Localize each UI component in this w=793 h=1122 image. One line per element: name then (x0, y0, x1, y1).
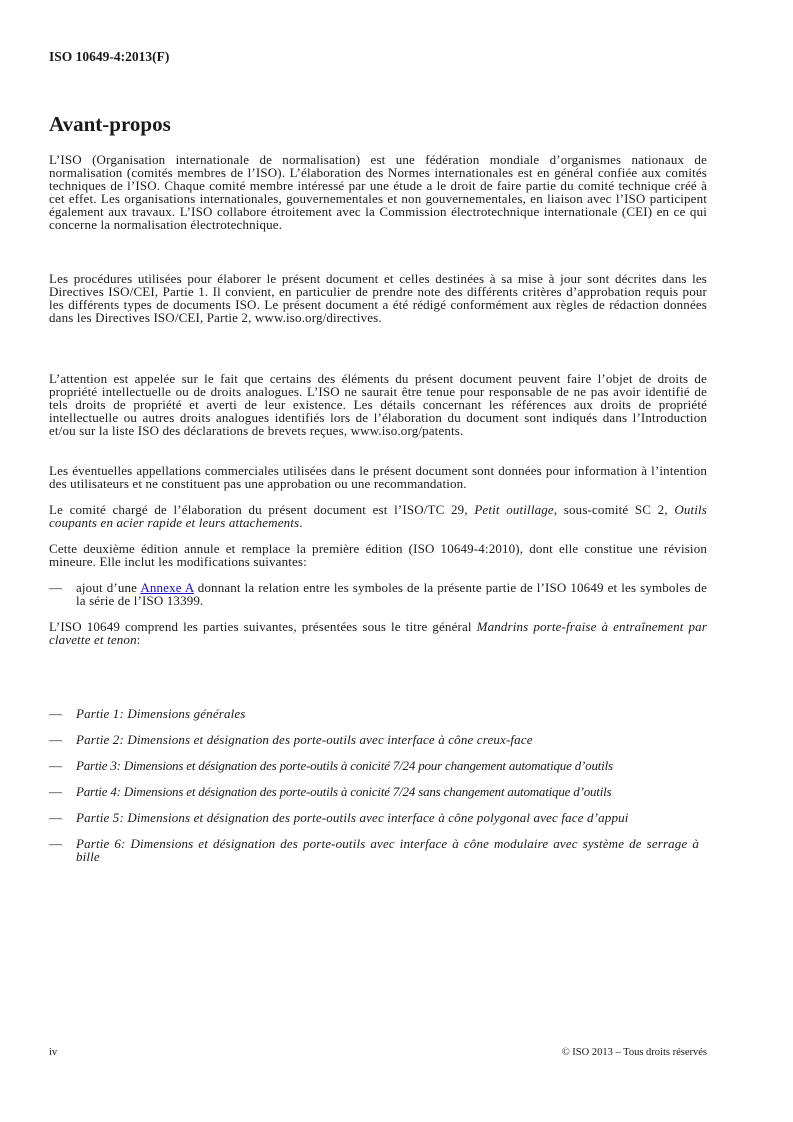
text: L’ISO 10649 comprend les parties suivantes, présentées sous le titre général (49, 619, 477, 634)
page-title: Avant-propos (49, 112, 171, 136)
dash: — (49, 580, 63, 595)
dash: — (49, 758, 63, 773)
copyright: © ISO 2013 – Tous droits réservés (561, 1047, 707, 1058)
paragraph-committee (49, 503, 707, 529)
text: Le comité chargé de l’élaboration du présent document est l’ISO/TC 29, (49, 502, 475, 517)
part-title: Partie 1: Dimensions générales (76, 706, 246, 721)
paragraph-procedures: Les procédures utilisées pour élaborer le présent document et celles destinées à sa mise à jour sont décrites dans les Directives ISO/CEI, Partie 1. Il convient, en particulier de prendre note des différents critères d’approbation requis pour les différents types de documents ISO. Le présent document a été rédigé conformément aux règles de rédaction données dans les Directives ISO/CEI, Partie 2, www.iso.org/directives. (49, 271, 707, 326)
text: ajout d’une (76, 580, 141, 595)
annex-a-link[interactable]: Annexe A (140, 580, 194, 595)
dash: — (49, 810, 63, 825)
subcommittee-name: Outils coupants en acier rapide et leurs attachements (49, 502, 708, 531)
page-number: iv (49, 1047, 58, 1058)
text: . (299, 515, 303, 531)
text: donnant la relation entre les symboles de la présente partie de l’ISO 10649 et les symboles de la série de l’ISO 13399. (76, 580, 707, 609)
list-item-part (49, 837, 707, 863)
general-title: Mandrins porte-fraise à entraînement par clavette et tenon (49, 619, 707, 648)
list-item-part (49, 759, 707, 772)
paragraph-parts-intro (49, 620, 707, 646)
text: , sous-comité SC 2, (553, 502, 675, 517)
part-title: Partie 6: Dimensions et désignation des porte-outils avec interface à cône modulaire avec système de serrage à bille (76, 836, 699, 865)
dash: — (49, 706, 63, 721)
dash: — (49, 784, 63, 799)
list-item-change (49, 581, 707, 607)
part-title: Partie 3: Dimensions et désignation des porte-outils à conicité 7/24 pour changement automatique d’outils (76, 758, 613, 773)
text: : (136, 632, 141, 648)
list-item-text (76, 581, 707, 607)
part-title: Partie 4: Dimensions et désignation des porte-outils à conicité 7/24 sans changement automatique d’outils (76, 784, 612, 799)
list-item-part (49, 811, 707, 824)
paragraph-patents: L’attention est appelée sur le fait que certains des éléments du présent document peuvent faire l’objet de droits de propriété intellectuelle ou de droits analogues. L’ISO ne saurait être tenue pour responsable de ne pas avoir identifié de tels droits de propriété et averti de leur existence. Les détails concernant les références aux droits de propriété intellectuelle ou autres droits analogues identifiés lors de l’élaboration du document sont indiqués dans l’Introduction et/ou sur la liste ISO des déclarations de brevets reçues, www.iso.org/patents. (49, 371, 707, 439)
list-item-part (49, 707, 707, 720)
document-id: ISO 10649-4:2013(F) (49, 49, 170, 64)
paragraph-edition: Cette deuxième édition annule et remplace la première édition (ISO 10649-4:2010), dont elle constitue une révision mineure. Elle inclut les modifications suivantes: (49, 541, 707, 570)
paragraph-iso-intro: L’ISO (Organisation internationale de normalisation) est une fédération mondiale d’organismes nationaux de normalisation (comités membres de l’ISO). L’élaboration des Normes internationales est en général confiée aux comités techniques de l’ISO. Chaque comité membre intéressé par une étude a le droit de faire partie du comité technique créé à cet effet. Les organisations internationales, gouvernementales et non gouvernementales, en liaison avec l’ISO participent également aux travaux. L’ISO collabore étroitement avec la Commission électrotechnique internationale (CEI) en ce qui concerne la normalisation électrotechnique. (49, 152, 707, 233)
paragraph-trade-names: Les éventuelles appellations commerciales utilisées dans le présent document sont données pour information à l’intention des utilisateurs et ne constituent pas une approbation ou une recommandation. (49, 463, 707, 492)
committee-name: Petit outillage (474, 502, 554, 517)
list-item-part (49, 785, 707, 798)
part-title: Partie 5: Dimensions et désignation des porte-outils avec interface à cône polygonal avec face d’appui (76, 810, 629, 825)
dash: — (49, 836, 63, 851)
dash: — (49, 732, 63, 747)
part-title: Partie 2: Dimensions et désignation des porte-outils avec interface à cône creux-face (76, 732, 533, 747)
page-footer (49, 1047, 707, 1058)
list-item-part (49, 733, 707, 746)
